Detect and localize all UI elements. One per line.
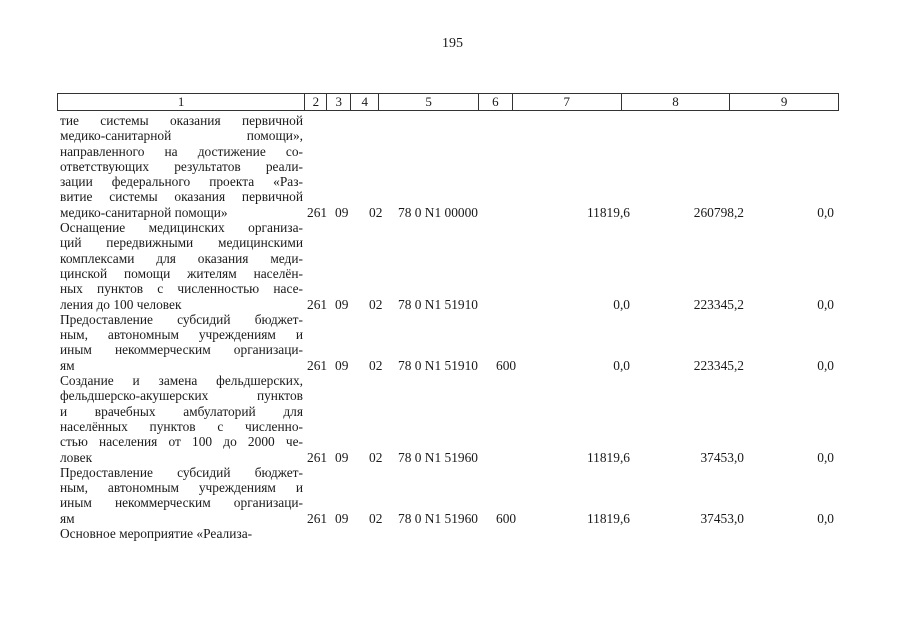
- description-line: ным, автономным учреждениям и: [60, 327, 303, 343]
- description-line: Основное мероприятие «Реализа-: [60, 526, 253, 542]
- table-body: [60, 113, 840, 541]
- description-line: тие системы оказания первичной: [60, 113, 303, 128]
- page-number: 195: [442, 36, 463, 51]
- amount-col9-cell: 0,0: [817, 204, 834, 220]
- description-line: ления до 100 человек: [60, 296, 182, 312]
- subsection-cell: 02: [369, 204, 383, 220]
- target-article-cell: 78 0 N1 51910: [398, 357, 478, 373]
- description-line: медико-санитарной помощи»: [60, 204, 228, 220]
- amount-col9-cell: 0,0: [817, 357, 834, 373]
- section-cell: 09: [335, 510, 349, 526]
- description-line: ных пунктов с численностью насе-: [60, 281, 303, 297]
- amount-col8-cell: 223345,2: [693, 357, 744, 373]
- description-line: ям: [60, 510, 75, 526]
- amount-col8-cell: 37453,0: [700, 510, 744, 526]
- header-col-5: 5: [379, 94, 479, 110]
- description-line: Создание и замена фельдшерских,: [60, 373, 303, 389]
- header-col-1: 1: [58, 94, 305, 110]
- amount-col9-cell: 0,0: [817, 510, 834, 526]
- amount-col8-cell: 260798,2: [693, 204, 744, 220]
- target-article-cell: 78 0 N1 00000: [398, 204, 478, 220]
- amount-col7-cell: 11819,6: [586, 449, 630, 465]
- description-line: стью населения от 100 до 2000 че-: [60, 434, 303, 450]
- amount-col8-cell: 223345,2: [693, 296, 744, 312]
- subsection-cell: 02: [369, 510, 383, 526]
- description-line: фельдшерско-акушерских пунктов: [60, 388, 303, 404]
- description-line: ным, автономным учреждениям и: [60, 480, 303, 496]
- subsection-cell: 02: [369, 449, 383, 465]
- amount-col7-cell: 0,0: [613, 357, 630, 373]
- header-col-2: 2: [305, 94, 327, 110]
- grbs-cell: 261: [307, 357, 328, 373]
- section-cell: 09: [335, 449, 349, 465]
- table-row: [60, 526, 840, 541]
- header-col-4: 4: [351, 94, 379, 110]
- row-values: [60, 297, 840, 312]
- description-line: цинской помощи жителям населён-: [60, 265, 303, 281]
- amount-col7-cell: 11819,6: [586, 204, 630, 220]
- description-line: комплексами для оказания меди-: [60, 250, 303, 266]
- description-line: иным некоммерческим организаци-: [60, 342, 303, 358]
- description-line: и врачебных амбулаторий для: [60, 403, 303, 419]
- section-cell: 09: [335, 204, 349, 220]
- description-line: направленного на достижение со-: [60, 143, 303, 159]
- header-col-8: 8: [622, 94, 731, 110]
- table-row: [60, 465, 840, 526]
- target-article-cell: 78 0 N1 51960: [398, 449, 478, 465]
- amount-col7-cell: 0,0: [613, 296, 630, 312]
- table-row: [60, 312, 840, 373]
- table-row: [60, 373, 840, 465]
- expense-type-cell: 600: [496, 510, 517, 526]
- table-row: [60, 113, 840, 220]
- description-line: Оснащение медицинских организа-: [60, 220, 303, 236]
- row-values: [60, 450, 840, 465]
- header-col-9: 9: [780, 94, 788, 109]
- amount-col9-cell: 0,0: [817, 449, 834, 465]
- target-article-cell: 78 0 N1 51960: [398, 510, 478, 526]
- row-values: [60, 205, 840, 220]
- section-cell: 09: [335, 296, 349, 312]
- description-line: населённых пунктов с численно-: [60, 418, 303, 434]
- row-values: [60, 526, 840, 541]
- description-line: витие системы оказания первичной: [60, 189, 303, 205]
- description-line: иным некоммерческим организаци-: [60, 495, 303, 511]
- section-cell: 09: [335, 357, 349, 373]
- table-row: [60, 220, 840, 312]
- subsection-cell: 02: [369, 357, 383, 373]
- grbs-cell: 261: [307, 296, 328, 312]
- header-col-6: 6: [479, 94, 513, 110]
- grbs-cell: 261: [307, 510, 328, 526]
- description-line: ям: [60, 357, 75, 373]
- row-values: [60, 358, 840, 373]
- header-col-7: 7: [513, 94, 622, 110]
- target-article-cell: 78 0 N1 51910: [398, 296, 478, 312]
- amount-col8-cell: 37453,0: [700, 449, 744, 465]
- grbs-cell: 261: [307, 449, 328, 465]
- description-line: зации федерального проекта «Раз-: [60, 174, 303, 190]
- description-line: ответствующих результатов реали-: [60, 158, 303, 174]
- amount-col7-cell: 11819,6: [586, 510, 630, 526]
- description-line: медико-санитарной помощи»,: [60, 128, 303, 144]
- description-line: ловек: [60, 449, 93, 465]
- grbs-cell: 261: [307, 204, 328, 220]
- description-line: Предоставление субсидий бюджет-: [60, 311, 303, 327]
- description-line: ций передвижными медицинскими: [60, 235, 303, 251]
- subsection-cell: 02: [369, 296, 383, 312]
- amount-col9-cell: 0,0: [817, 296, 834, 312]
- table-header: [57, 93, 839, 111]
- expense-type-cell: 600: [496, 357, 517, 373]
- description-line: Предоставление субсидий бюджет-: [60, 464, 303, 480]
- row-values: [60, 511, 840, 526]
- header-col-3: 3: [327, 94, 351, 110]
